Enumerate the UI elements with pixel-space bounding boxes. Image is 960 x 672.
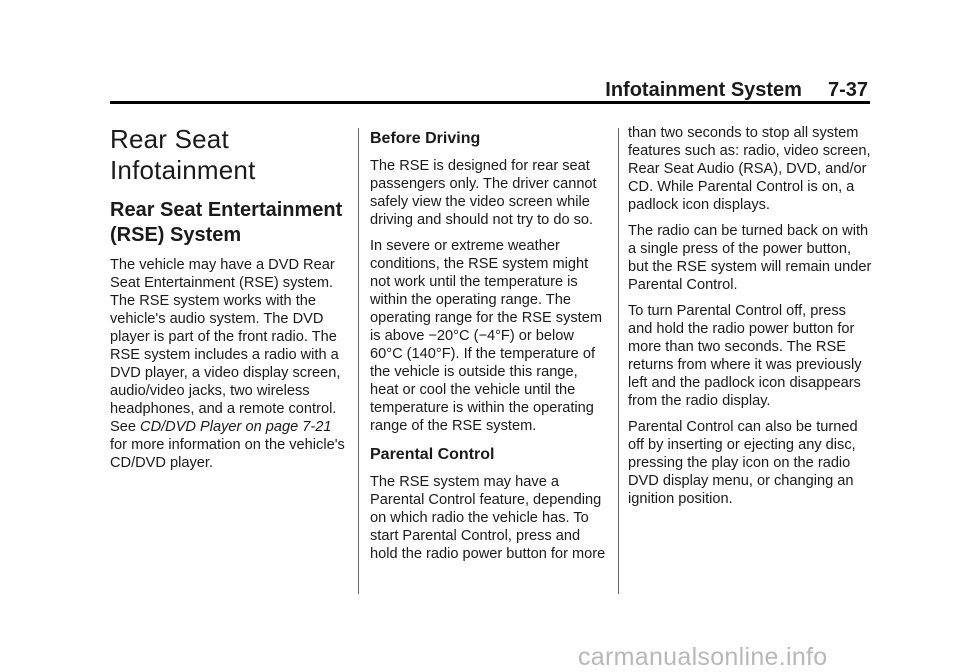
column-left xyxy=(110,124,346,480)
parental-control-paragraph-3: The radio can be turned back on with a single press of the power button, but the RSE system will remain under Parental Control. xyxy=(628,223,872,293)
intro-text-end: for more information on the vehicle's CD/DVD player. xyxy=(110,437,345,471)
column-middle xyxy=(370,124,610,571)
header-rule xyxy=(110,101,870,104)
watermark-text: carmanualsonline.info xyxy=(578,643,828,671)
before-driving-heading: Before Driving xyxy=(370,130,481,147)
column-right xyxy=(628,124,873,516)
intro-text: The vehicle may have a DVD Rear Seat Entertainment (RSE) system. The RSE system works with the vehicle's audio system. The DVD player is part of the front radio. The RSE system includes a radio with a DVD player, a video display screen, audio/video jacks, two wireless headphones, and a remote control. See xyxy=(110,257,341,435)
parental-control-paragraph-1: The RSE system may have a Parental Control feature, depending on which radio the vehicle has. To start Parental Control, press and hold the radio power button for more xyxy=(370,474,606,562)
section-title: Infotainment System xyxy=(605,79,802,101)
page-number: 7-37 xyxy=(827,79,868,101)
section-heading: Rear Seat Infotainment xyxy=(110,124,256,185)
parental-control-paragraph-4: To turn Parental Control off, press and hold the radio power button for more than two seconds. The RSE returns from where it was previously left and the padlock icon disappears from the radio display. xyxy=(628,303,862,409)
column-divider-right xyxy=(618,128,619,594)
parental-control-paragraph-2: than two seconds to stop all system features such as: radio, video screen, Rear Seat Audio (RSA), DVD, and/or CD. While Parental Control is on, a padlock icon displays. xyxy=(628,125,871,213)
parental-control-paragraph-5: Parental Control can also be turned off by inserting or ejecting any disc, pressing the play icon on the radio DVD display menu, or changing an ignition position. xyxy=(628,419,858,507)
parental-control-heading: Parental Control xyxy=(370,446,495,463)
before-driving-paragraph-2: In severe or extreme weather conditions, the RSE system might not work until the temperature is within the operating range. The operating range for the RSE system is above −20°C (−4°F) or below 60°C (140°F). If the temperature of the vehicle is outside this range, heat or cool the vehicle until the temperature is within the operating range of the RSE system. xyxy=(370,238,602,434)
column-divider-left xyxy=(358,128,359,594)
cross-reference-link[interactable]: CD/DVD Player on page 7-21 xyxy=(140,419,332,435)
page-header xyxy=(110,78,868,102)
subsection-heading: Rear Seat Entertainment (RSE) System xyxy=(110,199,343,246)
intro-paragraph xyxy=(110,256,346,472)
before-driving-paragraph-1: The RSE is designed for rear seat passengers only. The driver cannot safely view the video screen while driving and should not try to do so. xyxy=(370,158,597,228)
